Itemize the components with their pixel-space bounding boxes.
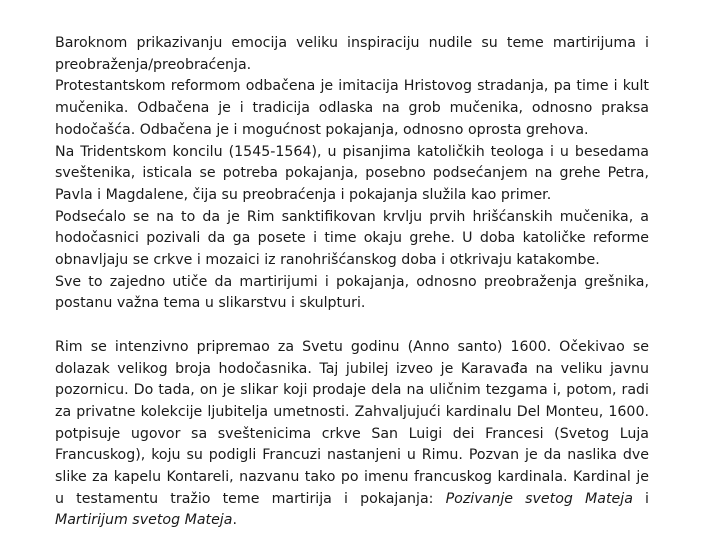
document-page (55, 33, 649, 532)
paragraph-holy-year (55, 337, 649, 532)
conjunction-text: i (632, 490, 649, 507)
holy-year-text: Rim se intenzivno pripremao za Svetu godinu (Anno santo) 1600. Očekivao se dolazak velikog broja hodočasnika. Taj jubilej izveo je Karavađa na veliku javnu pozornicu. Do tada, on je slikar koji prodaje dela na uličnim tezgama i, potom, radi za privatne kolekcije ljubitelja umetnosti. Zahvaljujući kardinalu Del Monteu, 1600. potpisuje ugovor sa sveštenicima crkve San Luigi dei Francesi (Svetog Luja Francuskog), koju su podigli Francuzi nastanjeni u Rimu. Pozvan je da naslika dve slike za kapelu Kontareli, nazvanu tako po imenu francuskog kardinala. Kardinal je u testamentu tražio teme martirija i pokajanja: (55, 338, 649, 507)
paragraph-council-of-trent: Na Tridentskom koncilu (1545-1564), u pisanjima katoličkih teologa i u besedama sveštenika, isticala se potreba pokajanja, posebno podsećanjem na grehe Petra, Pavla i Magdalene, čija su preobraćenja i pokajanja služila kao primer. (55, 143, 649, 203)
sentence-end: . (232, 512, 237, 529)
painting-title-martyrdom: Martirijum svetog Mateja (55, 512, 233, 529)
painting-title-calling: Pozivanje svetog Mateja (445, 490, 633, 507)
paragraph-gap (55, 315, 649, 337)
paragraph-martyrdom-theme: Sve to zajedno utiče da martirijumi i pokajanja, odnosno preobraženja grešnika, postanu važna tema u slikarstvu i skulpturi. (55, 273, 649, 312)
paragraph-baroque-emotions: Baroknom prikazivanju emocija veliku inspiraciju nudile su teme martirijuma i preobraženja/preobraćenja. (55, 35, 649, 73)
paragraph-protestant-reform: Protestantskom reformom odbačena je imitacija Hristovog stradanja, pa time i kult mučenika. Odbačena je i tradicija odlaska na grob mučenika, odnosno praksa hodočašća. Odbačena je i mogućnost pokajanja, odnosno oprosta grehova. (55, 78, 649, 138)
paragraph-rome-sanctified: Podsećalo se na to da je Rim sanktifikovan krvlju prvih hrišćanskih mučenika, a hodočasnici pozivali da ga posete i time okaju grehe. U doba katoličke reforme obnavljaju se crkve i mozaici iz ranohrišćanskog doba i otkrivaju katakombe. (55, 208, 649, 269)
